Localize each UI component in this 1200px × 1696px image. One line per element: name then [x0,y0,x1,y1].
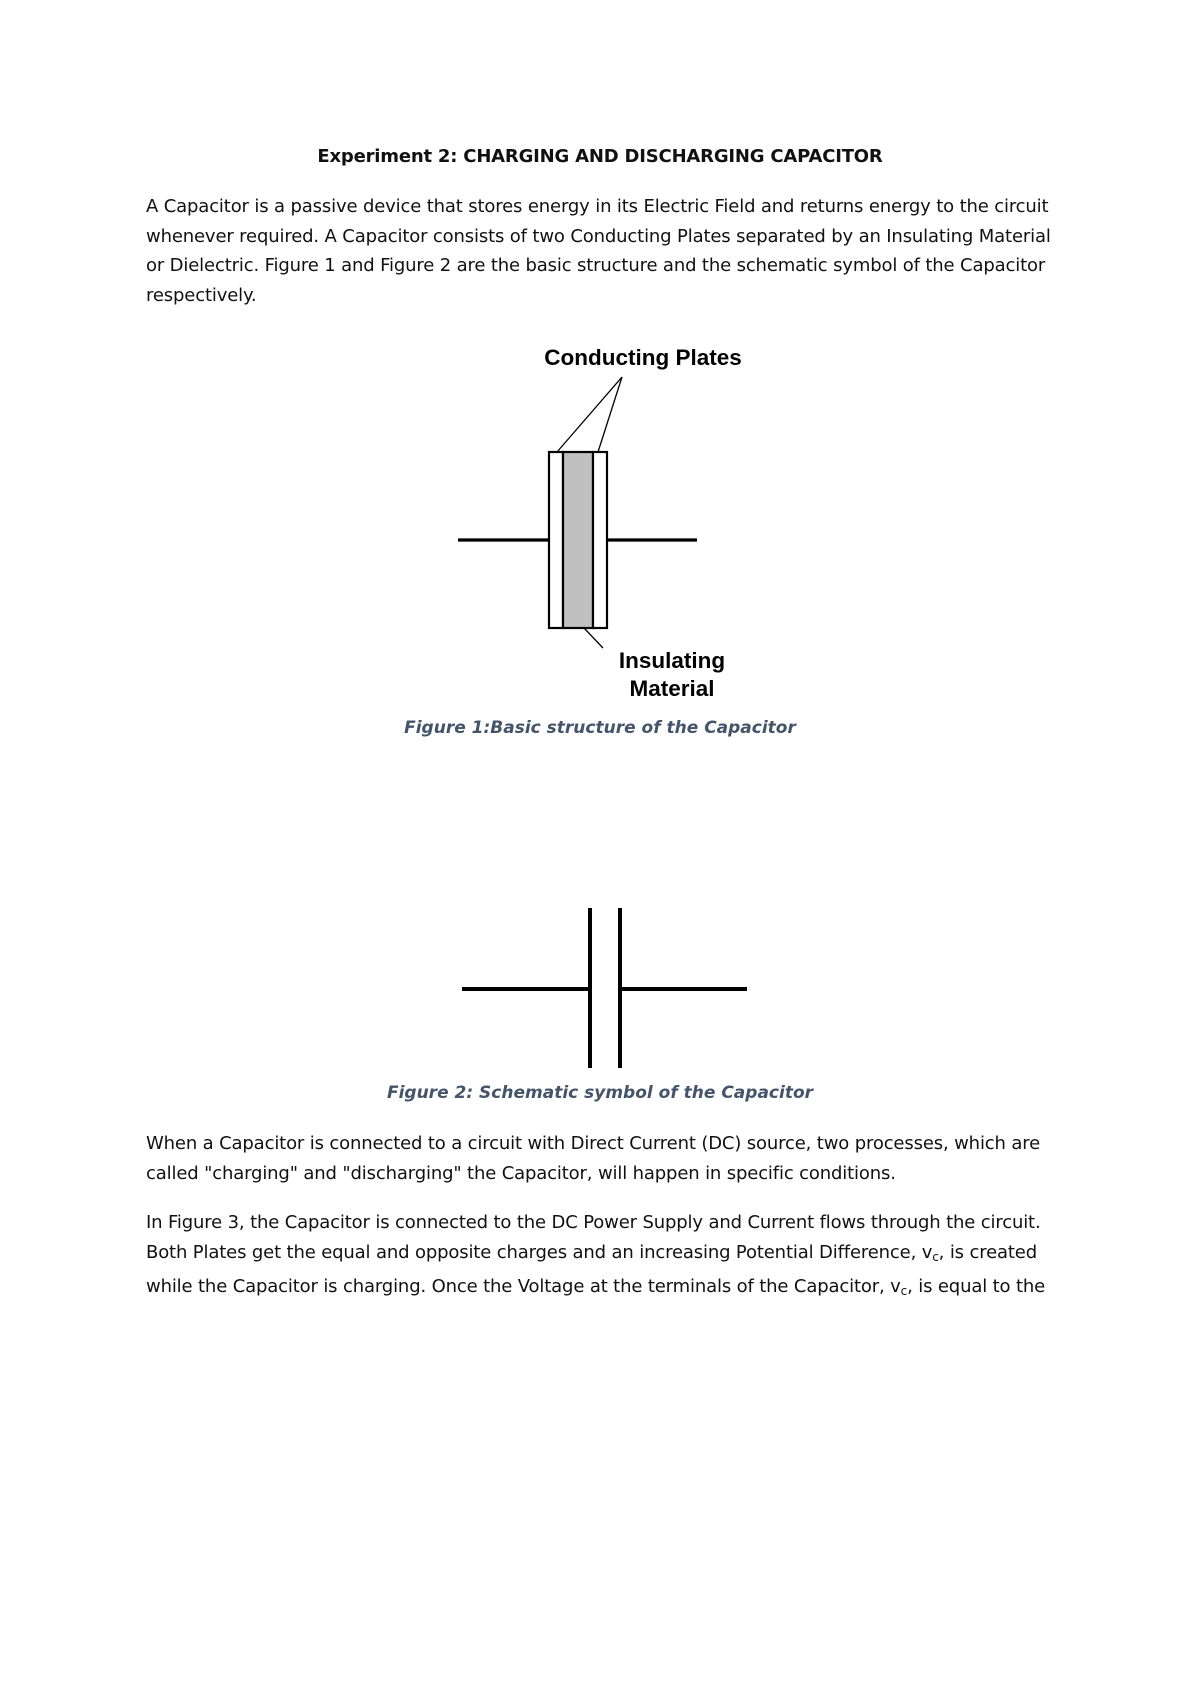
paragraph-3-part-3: , is equal to the [907,1276,1046,1297]
page-title: Experiment 2: CHARGING AND DISCHARGING CAPACITOR [317,146,883,167]
figure-2-caption: Figure 2: Schematic symbol of the Capacitor [386,1083,814,1103]
vc-subscript-1: c [932,1249,939,1264]
intro-paragraph: A Capacitor is a passive device that stores energy in its Electric Field and returns energy to the circuit whenever required. A Capacitor consists of two Conducting Plates separated by an Insulating Material or Dielectric. Figure 1 and Figure 2 are the basic structure and the schematic symbol of the Capacitor respectively. [146,196,1051,306]
label-insulating: Insulating [618,648,726,673]
figure-2-schematic-symbol [0,900,1200,1080]
paragraph-3-part-2: , is created while the Capacitor is charging. Once the Voltage at the terminals of the Capacitor, v [146,1241,1037,1297]
label-material: Material [629,676,715,701]
insulating-material [563,452,593,628]
pointer-line-insulating-material [584,628,603,648]
figure-3-paragraph [146,1208,1066,1307]
pointer-line-left-plate [557,377,622,452]
charging-discharging-paragraph: When a Capacitor is connected to a circuit with Direct Current (DC) source, two processes, which are called "charging" and "discharging" the Capacitor, will happen in specific conditions. [146,1133,1041,1184]
left-conducting-plate [549,452,563,628]
label-conducting-plates: Conducting Plates [544,345,742,370]
vc-subscript-2: c [900,1284,908,1298]
figure-1-capacitor-structure [0,335,1200,715]
pointer-line-right-plate [598,377,622,452]
capacitor-structure-diagram [0,335,1200,715]
right-conducting-plate [593,452,607,628]
figure-1-caption: Figure 1:Basic structure of the Capacitor [404,718,796,738]
capacitor-schematic-symbol [0,900,1200,1080]
paragraph-3-part-1: In Figure 3, the Capacitor is connected to the DC Power Supply and Current flows through the circuit. Both Plates get the equal and opposite charges and an increasing Potential Difference, v [146,1212,1041,1263]
